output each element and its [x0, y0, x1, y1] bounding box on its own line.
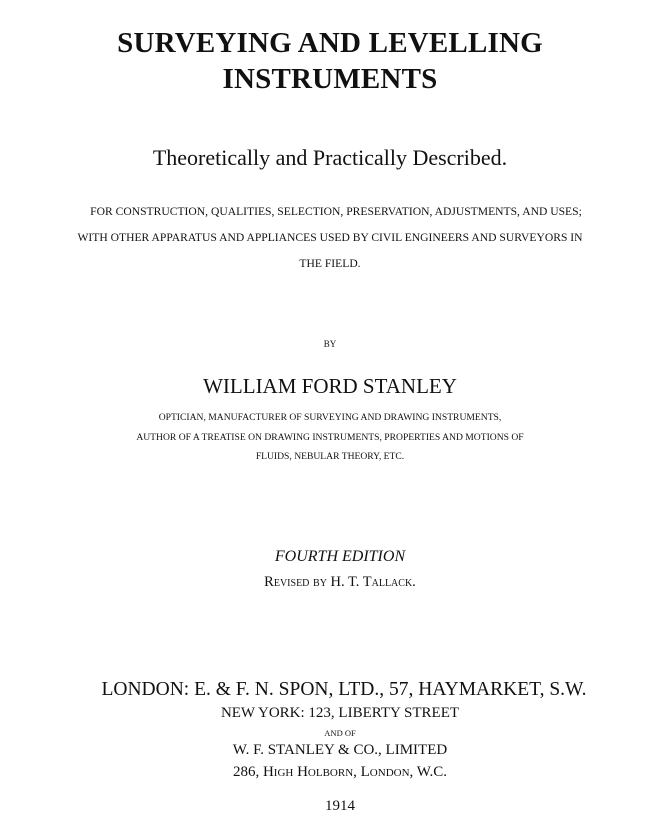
edition-label: FOURTH EDITION	[274, 548, 406, 565]
book-title-line-1: SURVEYING AND LEVELLING	[117, 27, 543, 59]
author-credentials-line-2: AUTHOR OF A TREATISE ON DRAWING INSTRUMENTS, PROPERTIES AND MOTIONS OF	[136, 432, 524, 443]
scope-line-3: THE FIELD.	[299, 257, 361, 270]
publisher-new-york: NEW YORK: 123, LIBERTY STREET	[220, 705, 460, 721]
publisher-address: 286, High Holborn, London, W.C.	[232, 764, 448, 780]
publisher-london: LONDON: E. & F. N. SPON, LTD., 57, HAYMARKET, S.W.	[101, 679, 587, 700]
revised-by: Revised by H. T. Tallack.	[264, 574, 416, 590]
publication-year: 1914	[325, 798, 355, 814]
and-of-label: AND OF	[324, 728, 356, 738]
book-title-line-2: INSTRUMENTS	[222, 63, 438, 95]
publisher-firm: W. F. STANLEY & CO., LIMITED	[232, 742, 448, 758]
scope-line-1: FOR CONSTRUCTION, QUALITIES, SELECTION, PRESERVATION, ADJUSTMENTS, AND USES;	[90, 205, 582, 218]
author-name: WILLIAM FORD STANLEY	[203, 374, 457, 398]
scope-line-2: WITH OTHER APPARATUS AND APPLIANCES USED BY CIVIL ENGINEERS AND SURVEYORS IN	[77, 231, 583, 244]
author-credentials-line-3: FLUIDS, NEBULAR THEORY, ETC.	[255, 451, 405, 462]
author-credentials-line-1: OPTICIAN, MANUFACTURER OF SURVEYING AND DRAWING INSTRUMENTS,	[158, 412, 502, 423]
by-label: BY	[323, 339, 337, 349]
book-subtitle: Theoretically and Practically Described.	[152, 145, 508, 170]
